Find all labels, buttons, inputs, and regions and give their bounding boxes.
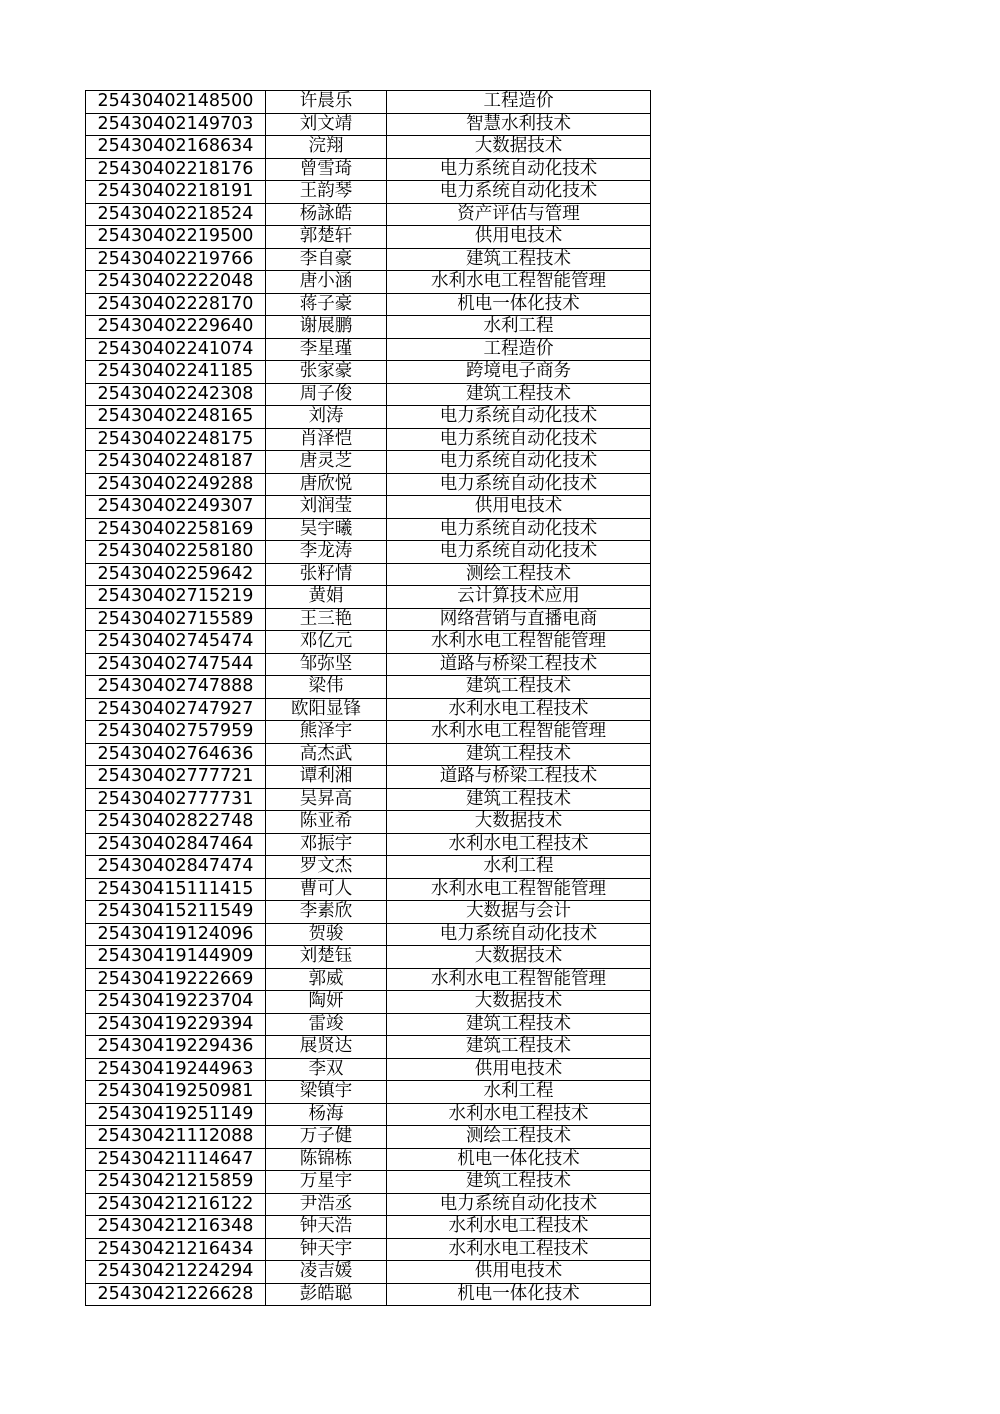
major-cell: 网络营销与直播电商 [387,608,651,631]
table-row [86,518,651,541]
student-name-cell: 吴昇高 [266,788,387,811]
major-cell: 道路与桥梁工程技术 [387,766,651,789]
table-row [86,1126,651,1149]
major-cell: 水利工程 [387,316,651,339]
table-row [86,316,651,339]
table-row [86,653,651,676]
exam-number-cell: 25430419223704 [86,991,266,1014]
student-name-cell: 李龙涛 [266,541,387,564]
exam-number-cell: 25430419144909 [86,946,266,969]
table-row [86,406,651,429]
student-name-cell: 陈锦栋 [266,1148,387,1171]
table-row [86,113,651,136]
student-name-cell: 王韵琴 [266,181,387,204]
table-row [86,338,651,361]
student-name-cell: 曾雪琦 [266,158,387,181]
exam-number-cell: 25430402241185 [86,361,266,384]
major-cell: 大数据技术 [387,136,651,159]
major-cell: 工程造价 [387,338,651,361]
student-name-cell: 梁伟 [266,676,387,699]
exam-number-cell: 25430402148500 [86,91,266,114]
table-row [86,991,651,1014]
major-cell: 水利水电工程技术 [387,1216,651,1239]
student-name-cell: 邓亿元 [266,631,387,654]
student-list-sheet [85,90,651,1306]
table-row [86,1081,651,1104]
student-name-cell: 邓振宇 [266,833,387,856]
major-cell: 智慧水利技术 [387,113,651,136]
exam-number-cell: 25430402219766 [86,248,266,271]
table-row [86,878,651,901]
student-name-cell: 黄娟 [266,586,387,609]
major-cell: 水利水电工程技术 [387,698,651,721]
student-name-cell: 李素欣 [266,901,387,924]
exam-number-cell: 25430421216434 [86,1238,266,1261]
table-row [86,766,651,789]
table-row [86,856,651,879]
major-cell: 建筑工程技术 [387,788,651,811]
exam-number-cell: 25430402747544 [86,653,266,676]
major-cell: 水利水电工程智能管理 [387,721,651,744]
student-name-cell: 李自豪 [266,248,387,271]
major-cell: 道路与桥梁工程技术 [387,653,651,676]
student-name-cell: 李双 [266,1058,387,1081]
exam-number-cell: 25430402219500 [86,226,266,249]
exam-number-cell: 25430402228170 [86,293,266,316]
exam-number-cell: 25430402715589 [86,608,266,631]
table-row [86,586,651,609]
table-row [86,203,651,226]
exam-number-cell: 25430402249307 [86,496,266,519]
major-cell: 机电一体化技术 [387,293,651,316]
table-row [86,968,651,991]
major-cell: 水利水电工程智能管理 [387,878,651,901]
student-name-cell: 展贤达 [266,1036,387,1059]
exam-number-cell: 25430402229640 [86,316,266,339]
table-row [86,1036,651,1059]
table-row [86,1193,651,1216]
exam-number-cell: 25430402258169 [86,518,266,541]
major-cell: 资产评估与管理 [387,203,651,226]
major-cell: 水利水电工程智能管理 [387,271,651,294]
student-name-cell: 郭威 [266,968,387,991]
table-row [86,91,651,114]
major-cell: 建筑工程技术 [387,248,651,271]
student-name-cell: 贺骏 [266,923,387,946]
exam-number-cell: 25430419250981 [86,1081,266,1104]
student-name-cell: 刘文靖 [266,113,387,136]
table-row [86,361,651,384]
major-cell: 大数据技术 [387,946,651,969]
table-row [86,698,651,721]
student-name-cell: 刘涛 [266,406,387,429]
table-row [86,631,651,654]
student-name-cell: 许晨乐 [266,91,387,114]
major-cell: 电力系统自动化技术 [387,1193,651,1216]
major-cell: 建筑工程技术 [387,743,651,766]
exam-number-cell: 25430419124096 [86,923,266,946]
student-name-cell: 唐灵芝 [266,451,387,474]
student-name-cell: 罗文杰 [266,856,387,879]
major-cell: 供用电技术 [387,496,651,519]
student-name-cell: 周子俊 [266,383,387,406]
major-cell: 建筑工程技术 [387,1171,651,1194]
major-cell: 水利工程 [387,856,651,879]
table-row [86,271,651,294]
table-row [86,1171,651,1194]
exam-number-cell: 25430421216122 [86,1193,266,1216]
major-cell: 机电一体化技术 [387,1148,651,1171]
table-row [86,1261,651,1284]
table-row [86,833,651,856]
major-cell: 水利水电工程技术 [387,1103,651,1126]
student-name-cell: 凌吉媛 [266,1261,387,1284]
student-name-cell: 吴宇曦 [266,518,387,541]
table-row [86,608,651,631]
table-row [86,451,651,474]
student-name-cell: 高杰武 [266,743,387,766]
student-name-cell: 梁镇宇 [266,1081,387,1104]
exam-number-cell: 25430402248187 [86,451,266,474]
student-name-cell: 钟天浩 [266,1216,387,1239]
exam-number-cell: 25430402777721 [86,766,266,789]
exam-number-cell: 25430402218524 [86,203,266,226]
exam-number-cell: 25430421216348 [86,1216,266,1239]
exam-number-cell: 25430402822748 [86,811,266,834]
table-row [86,676,651,699]
exam-number-cell: 25430402715219 [86,586,266,609]
major-cell: 电力系统自动化技术 [387,541,651,564]
exam-number-cell: 25430402747888 [86,676,266,699]
table-row [86,181,651,204]
exam-number-cell: 25430421112088 [86,1126,266,1149]
major-cell: 电力系统自动化技术 [387,428,651,451]
table-row [86,743,651,766]
exam-number-cell: 25430402249288 [86,473,266,496]
major-cell: 水利水电工程技术 [387,1238,651,1261]
student-name-cell: 钟天宇 [266,1238,387,1261]
table-row [86,226,651,249]
major-cell: 供用电技术 [387,1058,651,1081]
major-cell: 建筑工程技术 [387,676,651,699]
major-cell: 建筑工程技术 [387,1036,651,1059]
table-row [86,1238,651,1261]
student-name-cell: 杨詠皓 [266,203,387,226]
major-cell: 跨境电子商务 [387,361,651,384]
student-name-cell: 彭皓聪 [266,1283,387,1306]
table-row [86,1216,651,1239]
exam-number-cell: 25430419251149 [86,1103,266,1126]
student-name-cell: 肖泽恺 [266,428,387,451]
table-row [86,1013,651,1036]
student-name-cell: 万子健 [266,1126,387,1149]
major-cell: 供用电技术 [387,226,651,249]
exam-number-cell: 25430402764636 [86,743,266,766]
student-name-cell: 尹浩丞 [266,1193,387,1216]
student-name-cell: 蒋子豪 [266,293,387,316]
major-cell: 建筑工程技术 [387,1013,651,1036]
major-cell: 电力系统自动化技术 [387,923,651,946]
student-table-body [86,91,651,1306]
exam-number-cell: 25430402168634 [86,136,266,159]
student-name-cell: 郭楚轩 [266,226,387,249]
exam-number-cell: 25430402747927 [86,698,266,721]
table-row [86,721,651,744]
exam-number-cell: 25430415111415 [86,878,266,901]
student-name-cell: 邹弥坚 [266,653,387,676]
major-cell: 水利水电工程智能管理 [387,968,651,991]
student-name-cell: 欧阳显锋 [266,698,387,721]
exam-number-cell: 25430402847474 [86,856,266,879]
table-row [86,473,651,496]
exam-number-cell: 25430419229436 [86,1036,266,1059]
exam-number-cell: 25430419244963 [86,1058,266,1081]
student-name-cell: 李星瑾 [266,338,387,361]
table-row [86,946,651,969]
student-name-cell: 陶妍 [266,991,387,1014]
table-row [86,901,651,924]
major-cell: 水利水电工程技术 [387,833,651,856]
student-name-cell: 王三艳 [266,608,387,631]
exam-number-cell: 25430415211549 [86,901,266,924]
student-name-cell: 浣翔 [266,136,387,159]
student-name-cell: 谭利湘 [266,766,387,789]
exam-number-cell: 25430402259642 [86,563,266,586]
exam-number-cell: 25430402777731 [86,788,266,811]
major-cell: 水利工程 [387,1081,651,1104]
major-cell: 电力系统自动化技术 [387,473,651,496]
student-name-cell: 唐小涵 [266,271,387,294]
exam-number-cell: 25430402248175 [86,428,266,451]
major-cell: 大数据技术 [387,811,651,834]
table-row [86,811,651,834]
table-row [86,496,651,519]
table-row [86,136,651,159]
major-cell: 云计算技术应用 [387,586,651,609]
table-row [86,563,651,586]
exam-number-cell: 25430402248165 [86,406,266,429]
table-row [86,248,651,271]
major-cell: 供用电技术 [387,1261,651,1284]
exam-number-cell: 25430421226628 [86,1283,266,1306]
student-name-cell: 刘楚钰 [266,946,387,969]
major-cell: 机电一体化技术 [387,1283,651,1306]
table-row [86,788,651,811]
major-cell: 测绘工程技术 [387,1126,651,1149]
exam-number-cell: 25430402258180 [86,541,266,564]
exam-number-cell: 25430402218191 [86,181,266,204]
exam-number-cell: 25430402745474 [86,631,266,654]
student-name-cell: 杨海 [266,1103,387,1126]
student-table [85,90,651,1306]
major-cell: 电力系统自动化技术 [387,518,651,541]
student-name-cell: 熊泽宇 [266,721,387,744]
student-name-cell: 曹可人 [266,878,387,901]
exam-number-cell: 25430421114647 [86,1148,266,1171]
table-row [86,1058,651,1081]
student-name-cell: 谢展鹏 [266,316,387,339]
table-row [86,158,651,181]
major-cell: 测绘工程技术 [387,563,651,586]
student-name-cell: 陈亚希 [266,811,387,834]
major-cell: 工程造价 [387,91,651,114]
exam-number-cell: 25430402847464 [86,833,266,856]
exam-number-cell: 25430402241074 [86,338,266,361]
student-name-cell: 雷竣 [266,1013,387,1036]
major-cell: 大数据与会计 [387,901,651,924]
table-row [86,1103,651,1126]
table-row [86,923,651,946]
exam-number-cell: 25430402149703 [86,113,266,136]
exam-number-cell: 25430402242308 [86,383,266,406]
major-cell: 大数据技术 [387,991,651,1014]
table-row [86,541,651,564]
exam-number-cell: 25430402222048 [86,271,266,294]
exam-number-cell: 25430421215859 [86,1171,266,1194]
table-row [86,1148,651,1171]
table-row [86,1283,651,1306]
exam-number-cell: 25430402757959 [86,721,266,744]
student-name-cell: 张籽情 [266,563,387,586]
major-cell: 电力系统自动化技术 [387,406,651,429]
major-cell: 电力系统自动化技术 [387,181,651,204]
table-row [86,428,651,451]
student-name-cell: 万星宇 [266,1171,387,1194]
major-cell: 水利水电工程智能管理 [387,631,651,654]
major-cell: 电力系统自动化技术 [387,158,651,181]
exam-number-cell: 25430421224294 [86,1261,266,1284]
student-name-cell: 张家豪 [266,361,387,384]
table-row [86,293,651,316]
major-cell: 电力系统自动化技术 [387,451,651,474]
exam-number-cell: 25430419229394 [86,1013,266,1036]
table-row [86,383,651,406]
exam-number-cell: 25430419222669 [86,968,266,991]
exam-number-cell: 25430402218176 [86,158,266,181]
major-cell: 建筑工程技术 [387,383,651,406]
student-name-cell: 唐欣悦 [266,473,387,496]
student-name-cell: 刘润莹 [266,496,387,519]
